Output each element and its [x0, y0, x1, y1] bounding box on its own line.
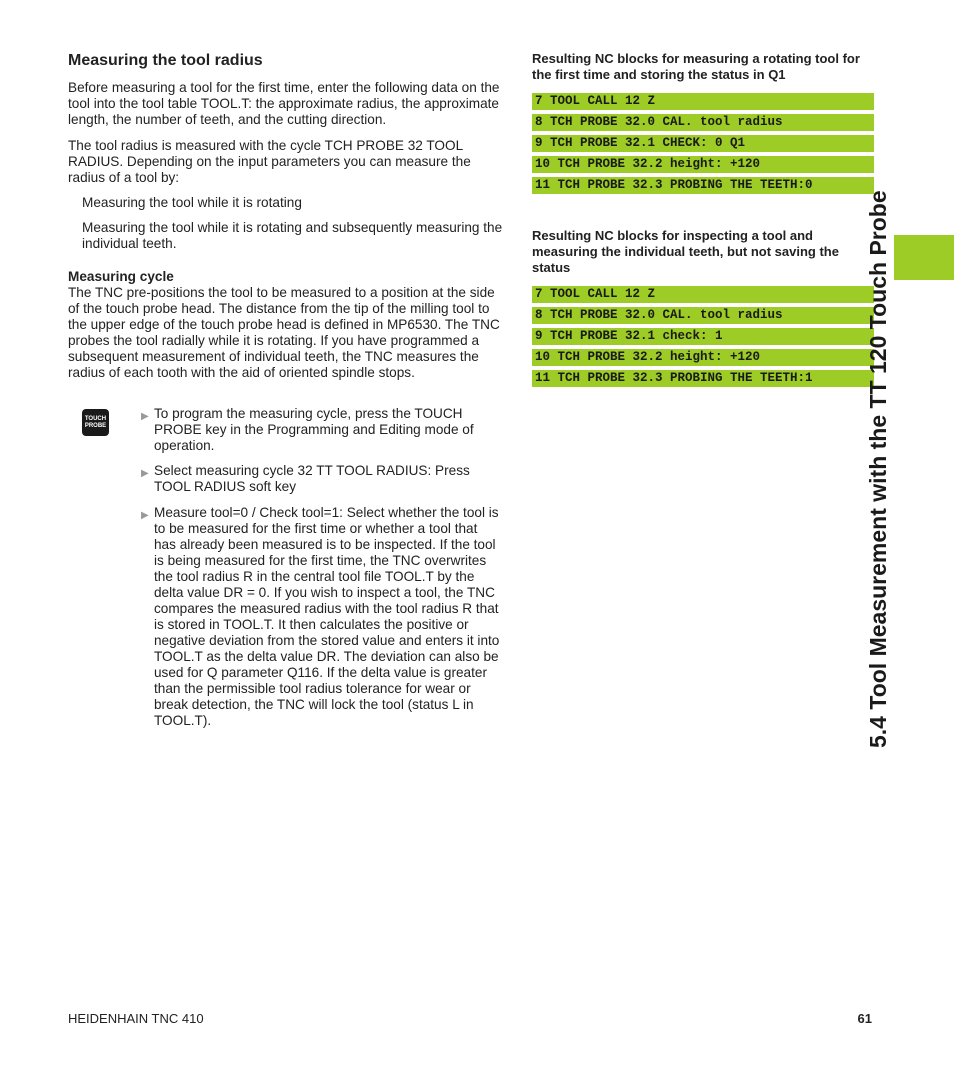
nc-line: 11 TCH PROBE 32.3 PROBING THE TEETH:1 — [532, 370, 874, 387]
step-arrow-icon: ▶ — [141, 468, 149, 479]
step-text: To program the measuring cycle, press the TOUCH PROBE key in the Programming and Editing mode of operation. — [154, 406, 474, 453]
measuring-cycle-heading: Measuring cycle — [68, 269, 174, 284]
key-label-line2: PROBE — [84, 422, 107, 429]
option-rotating: Measuring the tool while it is rotating — [82, 195, 302, 210]
nc-code-block-2 — [532, 286, 874, 391]
key-label-line1: TOUCH — [84, 415, 107, 422]
nc-blocks-heading-1: Resulting NC blocks for measuring a rotating tool for the first time and storing the status in Q1 — [532, 51, 860, 82]
nc-blocks-heading-2: Resulting NC blocks for inspecting a tool and measuring the individual teeth, but not saving the status — [532, 228, 839, 275]
nc-line: 8 TCH PROBE 32.0 CAL. tool radius — [532, 307, 874, 324]
vertical-section-title: 5.4 Tool Measurement with the TT 120 Touch Probe — [865, 190, 891, 748]
step-item — [141, 406, 501, 454]
touch-probe-key-icon — [82, 409, 109, 436]
nc-line: 10 TCH PROBE 32.2 height: +120 — [532, 156, 874, 173]
step-text: Select measuring cycle 32 TT TOOL RADIUS: Press TOOL RADIUS soft key — [154, 463, 470, 494]
nc-line: 7 TOOL CALL 12 Z — [532, 93, 874, 110]
nc-line: 9 TCH PROBE 32.1 check: 1 — [532, 328, 874, 345]
intro-paragraph: Before measuring a tool for the first time, enter the following data on the tool into the tool table TOOL.T: the approximate radius, the approximate length, the number of teeth, and the cutting direction. — [68, 80, 500, 127]
section-heading: Measuring the tool radius — [68, 52, 263, 69]
nc-line: 7 TOOL CALL 12 Z — [532, 286, 874, 303]
nc-line: 10 TCH PROBE 32.2 height: +120 — [532, 349, 874, 366]
step-arrow-icon: ▶ — [141, 510, 149, 521]
nc-line: 8 TCH PROBE 32.0 CAL. tool radius — [532, 114, 874, 131]
step-item — [141, 463, 501, 495]
nc-line: 11 TCH PROBE 32.3 PROBING THE TEETH:0 — [532, 177, 874, 194]
cycle-description-paragraph: The tool radius is measured with the cycle TCH PROBE 32 TOOL RADIUS. Depending on the input parameters you can measure the radius of a tool by: — [68, 138, 471, 185]
page-number: 61 — [857, 1011, 872, 1026]
step-arrow-icon: ▶ — [141, 411, 149, 422]
measuring-cycle-text: The TNC pre-positions the tool to be measured to a position at the side of the touch probe head. The distance from the tip of the milling tool to the upper edge of the touch probe head is defined in MP6530. The TNC probes the tool radially while it is rotating. If you have programmed a subsequent measurement of individual teeth, the TNC measures the radius of each tooth with the aid of oriented spindle stops. — [68, 285, 500, 380]
option-rotating-teeth: Measuring the tool while it is rotating and subsequently measuring the individual teeth. — [82, 220, 503, 251]
nc-code-block-1 — [532, 93, 874, 198]
footer-manual-name: HEIDENHAIN TNC 410 — [68, 1011, 204, 1026]
step-item — [141, 505, 501, 729]
step-text: Measure tool=0 / Check tool=1: Select whether the tool is to be measured for the first time or whether a tool that has already been measured is to be inspected. If the tool is being measured for the first time, the TNC overwrites the tool radius R in the central tool file TOOL.T by the delta value DR = 0. If you wish to inspect a tool, the TNC compares the measured radius with the tool radius R that is stored in TOOL.T. It then calculates the positive or negative deviation from the stored value and enters it into TOOL.T as the delta value DR. The deviation can also be used for Q parameter Q116. If the delta value is greater than the permissible tool radius tolerance for wear or break detection, the TNC will lock the tool (status L in TOOL.T). — [154, 505, 500, 728]
section-tab-marker — [894, 235, 954, 280]
nc-line: 9 TCH PROBE 32.1 CHECK: 0 Q1 — [532, 135, 874, 152]
